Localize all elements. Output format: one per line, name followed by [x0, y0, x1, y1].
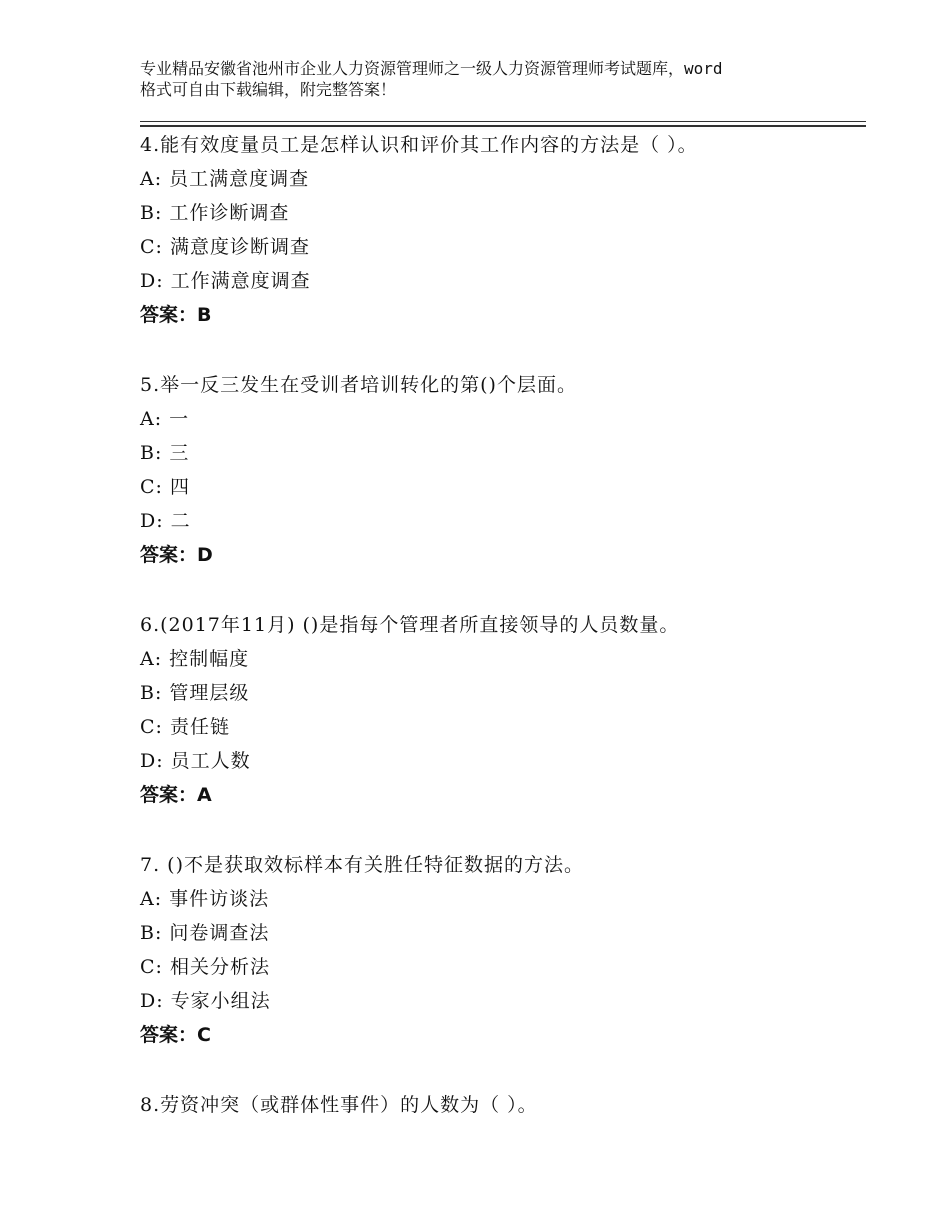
document-header — [140, 58, 840, 100]
question-7 — [140, 848, 866, 1052]
option-a: A: 控制幅度 — [140, 648, 250, 670]
header-line-1: 专业精品安徽省池州市企业人力资源管理师之一级人力资源管理师考试题库，word — [140, 59, 723, 78]
option-d: D: 二 — [140, 510, 191, 532]
option-a: A: 事件访谈法 — [140, 888, 270, 910]
option-c: C: 相关分析法 — [140, 956, 270, 978]
option-d: D: 工作满意度调查 — [140, 270, 311, 292]
answer-label: 答案：A — [140, 784, 212, 806]
question-stem: 5.举一反三发生在受训者培训转化的第()个层面。 — [140, 374, 577, 396]
option-c: C: 满意度诊断调查 — [140, 236, 310, 258]
answer-label: 答案：B — [140, 304, 212, 326]
option-b: B: 管理层级 — [140, 682, 250, 704]
option-d: D: 员工人数 — [140, 750, 251, 772]
question-8 — [140, 1088, 866, 1122]
header-line-2: 格式可自由下载编辑，附完整答案！ — [140, 80, 397, 99]
question-stem: 6.(2017年11月) ()是指每个管理者所直接领导的人员数量。 — [140, 614, 680, 636]
option-d: D: 专家小组法 — [140, 990, 271, 1012]
option-b: B: 三 — [140, 442, 190, 464]
answer-label: 答案：D — [140, 544, 213, 566]
question-5 — [140, 368, 866, 572]
header-divider-thin — [140, 121, 866, 122]
option-a: A: 员工满意度调查 — [140, 168, 310, 190]
question-6 — [140, 608, 866, 812]
option-b: B: 问卷调查法 — [140, 922, 270, 944]
option-b: B: 工作诊断调查 — [140, 202, 290, 224]
answer-label: 答案：C — [140, 1024, 211, 1046]
option-c: C: 责任链 — [140, 716, 230, 738]
header-divider-thick — [140, 125, 866, 127]
question-list — [140, 128, 866, 1122]
question-stem: 4.能有效度量员工是怎样认识和评价其工作内容的方法是（ ）。 — [140, 134, 698, 156]
question-stem: 7. ()不是获取效标样本有关胜任特征数据的方法。 — [140, 854, 584, 876]
question-stem: 8.劳资冲突（或群体性事件）的人数为（ ）。 — [140, 1094, 538, 1116]
option-c: C: 四 — [140, 476, 190, 498]
question-4 — [140, 128, 866, 332]
option-a: A: 一 — [140, 408, 190, 430]
